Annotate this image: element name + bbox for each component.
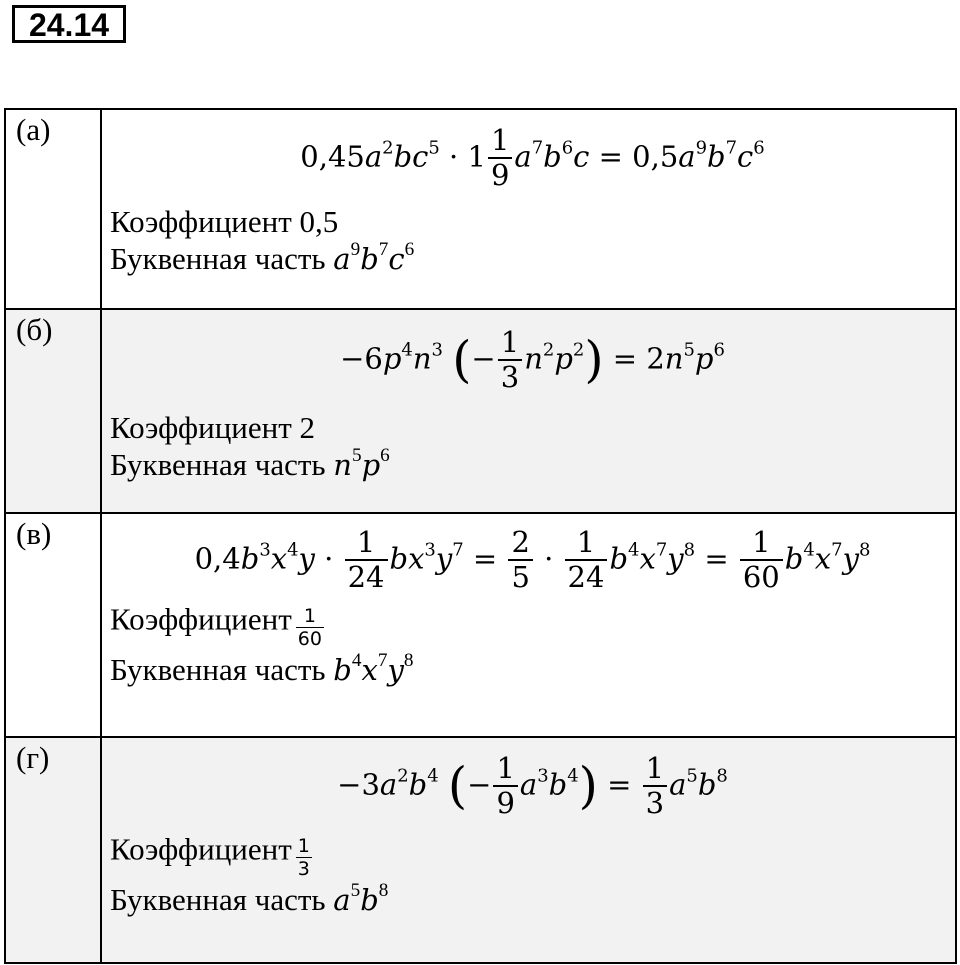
row-content — [101, 737, 956, 963]
equation: $0,4b^3x^4y$ · $\frac{1}{24}$ $bx^3y^7$ = $\frac{2}{5}$ · $\frac{1}{24}$ $b^4x^7y^8$ = $\frac{1}{60}$ $b^4x^7y^8$ — [194, 525, 871, 595]
table-row — [5, 737, 956, 963]
table-row — [5, 309, 956, 513]
equation: $-6p^4n^3$ (− $\frac{1}{3}$ $n^2p^2) = 2n^5p^6$ — [340, 325, 725, 395]
table-row — [5, 109, 956, 309]
letter-part-line: Буквенная часть $a^9b^7c^6$ — [110, 239, 415, 276]
coefficient-line: Коэффициент $\frac{1}{60}$ — [110, 601, 322, 651]
fraction: $\frac{1}{24}$ — [345, 526, 388, 595]
row-content — [101, 309, 956, 513]
coefficient-line: Коэффициент 2 — [110, 409, 316, 445]
coefficient-value: 2 — [299, 409, 316, 445]
equation: $-3a^2b^4$ (− $\frac{1}{9}$ $a^3b^4$) = $\frac{1}{3}$ $a^5b^8$ — [337, 751, 728, 821]
coefficient-value: 0,5 — [299, 203, 339, 239]
table-row — [5, 513, 956, 737]
row-label: (г) — [5, 737, 101, 963]
fraction: $\frac{1}{24}$ — [565, 526, 608, 595]
fraction: $\frac{1}{9}$ — [493, 752, 517, 821]
row-label: (а) — [5, 109, 101, 309]
fraction: $\frac{1}{3}$ — [498, 326, 522, 395]
coefficient-fraction: $\frac{1}{60}$ — [297, 604, 322, 651]
coefficient-fraction: $\frac{1}{3}$ — [297, 834, 310, 881]
coefficient-line: Коэффициент 0,5 — [110, 203, 339, 239]
letter-part-line: Буквенная часть $a^5b^8$ — [110, 880, 389, 918]
coefficient-line: Коэффициент $\frac{1}{3}$ — [110, 831, 310, 881]
solution-table — [4, 108, 957, 964]
fraction: $\frac{2}{5}$ — [508, 526, 532, 595]
row-content — [101, 513, 956, 737]
letter-part-line: Буквенная часть $n^5p^6$ — [110, 445, 390, 482]
equation: $0,45a^2bc^5 \cdot 1$ $\frac{1}{9}$ $a^7b^6c = 0,5a^9b^7c^6$ — [300, 123, 765, 193]
exercise-number: 24.14 — [12, 5, 126, 43]
row-label: (в) — [5, 513, 101, 737]
fraction: $\frac{1}{60}$ — [740, 526, 783, 595]
letter-part-line: Буквенная часть $b^4x^7y^8$ — [110, 650, 414, 688]
row-label: (б) — [5, 309, 101, 513]
fraction: $\frac{1}{9}$ — [488, 124, 512, 193]
fraction: $\frac{1}{3}$ — [643, 752, 667, 821]
row-content — [101, 109, 956, 309]
